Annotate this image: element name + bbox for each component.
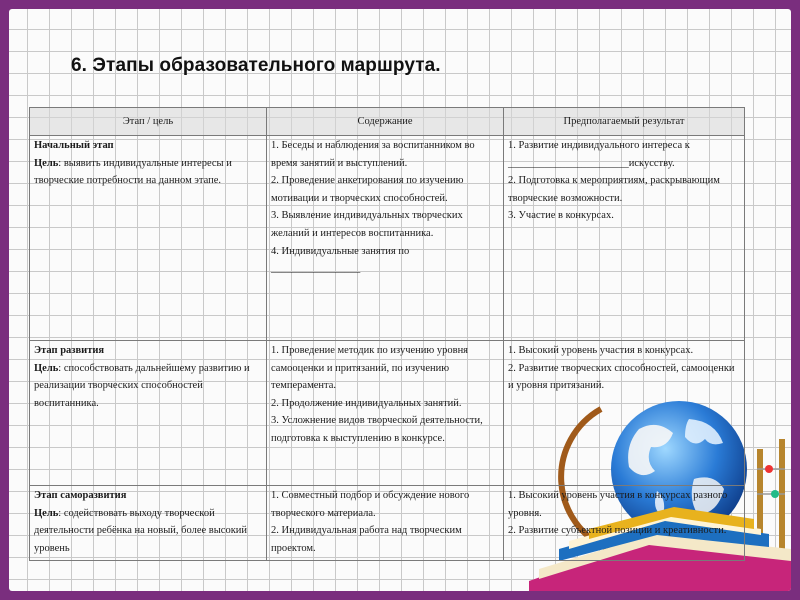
- slide: [9, 9, 791, 591]
- table-row: [30, 136, 745, 341]
- stage-name: Этап развития: [34, 345, 105, 356]
- table-row: [30, 486, 745, 561]
- header-stage: Этап / цель: [30, 108, 267, 136]
- stage-cell: [30, 486, 267, 561]
- content-cell: [267, 486, 504, 561]
- header-result: Предполагаемый результат: [504, 108, 745, 136]
- route-table: [29, 107, 745, 561]
- goal-text: : выявить индивидуальные интересы и творческие потребности на данном этапе.: [34, 157, 232, 187]
- header-content: Содержание: [267, 108, 504, 136]
- stage-cell: [30, 136, 267, 341]
- stage-cell: [30, 341, 267, 486]
- result-item: 3. Участие в конкурсах.: [508, 210, 614, 222]
- table-header-row: [30, 108, 745, 136]
- result-cell: [504, 486, 745, 561]
- goal-label: Цель: [34, 157, 59, 169]
- goal-label: Цель: [34, 362, 59, 374]
- content-item: 3. Выявление индивидуальных творческих желаний и интересов воспитанника.: [271, 210, 463, 239]
- table-row: [30, 341, 745, 486]
- result-item: 2. Развитие творческих способностей, самооценки и уровня притязаний.: [508, 362, 735, 392]
- content-item: 2. Продолжение индивидуальных занятий.: [271, 397, 462, 409]
- stage-name: Этап саморазвития: [34, 490, 127, 501]
- result-cell: [504, 341, 745, 486]
- result-item: 1. Высокий уровень участия в конкурсах.: [508, 345, 694, 356]
- content-item: 1. Совместный подбор и обсуждение нового творческого материала.: [271, 490, 470, 519]
- page-title: 6. Этапы образовательного маршрута.: [71, 55, 441, 76]
- content-cell: [267, 136, 504, 341]
- content-item: 1. Беседы и наблюдения за воспитанником во время занятий и выступлений.: [271, 140, 475, 169]
- goal-text: : способствовать дальнейшему развитию и реализации творческих способностей воспитанника.: [34, 362, 250, 409]
- content-item: 2. Проведение анкетирования по изучению мотивации и творческих способностей.: [271, 175, 464, 204]
- result-item: 1. Развитие индивидуального интереса к _______________________искусству.: [508, 140, 690, 169]
- result-cell: [504, 136, 745, 341]
- result-item: 2. Развитие субъектной позиции и креативности.: [508, 525, 727, 537]
- goal-text: : содействовать выходу творческой деятельности ребёнка на новый, более высокий уровень: [34, 507, 248, 554]
- result-item: 2. Подготовка к мероприятиям, раскрывающим творческие возможности.: [508, 175, 720, 204]
- goal-label: Цель: [34, 507, 59, 519]
- content-item: 1. Проведение методик по изучению уровня самооценки и притязаний, по изучению темперамента.: [271, 345, 469, 392]
- content-item: 4. Индивидуальные занятия по _________________: [271, 245, 410, 275]
- content-cell: [267, 341, 504, 486]
- result-item: 1. Высокий уровень участия в конкурсах разного уровня.: [508, 490, 728, 519]
- stage-name: Начальный этап: [34, 140, 114, 151]
- content-item: 3. Усложнение видов творческой деятельности, подготовка к выступлению в конкурсе.: [271, 415, 483, 444]
- content-item: 2. Индивидуальная работа над творческим проектом.: [271, 525, 462, 554]
